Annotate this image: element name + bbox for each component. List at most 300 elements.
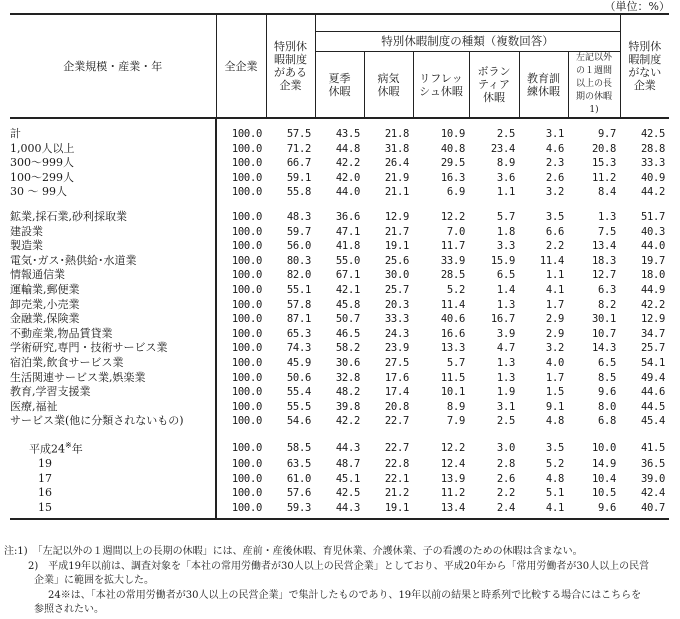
cell-value: 4.1: [545, 283, 564, 296]
cell-value: 30.6: [335, 356, 360, 369]
cell-value: 4.7: [496, 342, 515, 355]
cell-value: 18.3: [591, 254, 617, 267]
cell-value: 48.3: [286, 210, 311, 223]
cell-value: 2.9: [545, 327, 564, 340]
cell-value: 40.6: [440, 313, 465, 326]
cell-value: 17.6: [384, 371, 409, 384]
cell-value: 42.5: [335, 487, 360, 500]
cell-value: 24.3: [384, 327, 409, 340]
cell-value: 3.2: [545, 186, 564, 199]
cell-value: 45.1: [335, 472, 360, 485]
cell-value: 1.1: [496, 186, 515, 199]
cell-value: 55.8: [286, 186, 311, 199]
row-label: 鉱業,採石業,砂利採取業: [10, 210, 216, 225]
cell-value: 49.4: [640, 371, 666, 384]
cell-value: 30.0: [384, 269, 409, 282]
table-row: [10, 298, 669, 313]
row-label: 医療,福祉: [10, 400, 216, 415]
cell-value: 39.8: [335, 400, 360, 413]
cell-value: 8.2: [597, 298, 617, 311]
cell-value: 7.5: [597, 225, 617, 238]
cell-value: 4.8: [545, 472, 564, 485]
table-row: [10, 312, 669, 327]
cell-value: 50.6: [286, 371, 311, 384]
cell-value: 100.0: [231, 327, 262, 340]
cell-value: 3.3: [496, 240, 515, 253]
cell-value: 12.9: [384, 210, 409, 223]
cell-value: 42.5: [640, 128, 666, 140]
cell-value: 26.4: [384, 157, 409, 170]
leave-types-group-header: 特別休暇制度の種類（複数回答）: [315, 32, 620, 52]
cell-value: 7.0: [446, 225, 465, 238]
row-label: 計: [10, 127, 216, 142]
cell-value: 21.7: [384, 225, 409, 238]
cell-value: 9.1: [545, 400, 564, 413]
cell-value: 23.9: [384, 342, 409, 355]
cell-value: 25.7: [384, 283, 409, 296]
cell-value: 6.5: [597, 356, 617, 369]
row-label: 100〜299人: [10, 171, 216, 186]
row-label: 学術研究,専門・技術サービス業: [10, 341, 216, 356]
refresh-leave-header: リフレッ シュ休暇: [413, 52, 469, 119]
cell-value: 66.7: [286, 157, 311, 170]
cell-value: 57.8: [286, 298, 311, 311]
cell-value: 100.0: [231, 171, 262, 184]
table-row: [10, 501, 669, 519]
cell-value: 22.7: [384, 415, 409, 428]
cell-value: 10.1: [440, 386, 465, 399]
cell-value: 13.9: [440, 472, 465, 485]
cell-value: 3.5: [545, 210, 564, 223]
cell-value: 100.0: [231, 298, 262, 311]
cell-value: 87.1: [286, 313, 311, 326]
cell-value: 45.8: [335, 298, 360, 311]
cell-value: 55.4: [286, 386, 311, 399]
cell-value: 100.0: [231, 186, 262, 199]
cell-value: 55.1: [286, 283, 311, 296]
cell-value: 100.0: [231, 240, 262, 253]
cell-value: 16.7: [490, 313, 515, 326]
cell-value: 21.2: [384, 487, 409, 500]
cell-value: 28.5: [440, 269, 465, 282]
cell-value: 12.9: [640, 313, 666, 326]
cell-value: 34.7: [640, 327, 666, 340]
cell-value: 18.0: [640, 269, 666, 282]
cell-value: 3.0: [496, 441, 515, 454]
spacer-row: [10, 200, 669, 210]
cell-value: 20.8: [384, 400, 409, 413]
cell-value: 45.4: [640, 415, 666, 428]
cell-value: 17.4: [384, 386, 409, 399]
cell-value: 48.7: [335, 458, 360, 471]
cell-value: 100.0: [231, 342, 262, 355]
cell-value: 100.0: [216, 501, 266, 519]
table-row: [10, 327, 669, 342]
cell-value: 22.8: [384, 458, 409, 471]
cell-value: 100.0: [231, 356, 262, 369]
row-label: 300〜999人: [10, 156, 216, 171]
table-row: [10, 185, 669, 200]
cell-value: 2.2: [496, 487, 515, 500]
cell-value: 31.8: [384, 142, 409, 155]
row-label: 教育,学習支援業: [10, 385, 216, 400]
note-3: 24※は、「本社の常用労働者が30人以上の民営企業」で集計したものであり、19年以前の結果と時系列で比較する場合にはこちらを: [48, 589, 642, 601]
row-label: 17: [10, 472, 216, 487]
cell-value: 39.0: [640, 472, 666, 485]
cell-value: 59.1: [286, 171, 311, 184]
row-label: 19: [10, 457, 216, 472]
cell-value: 19.1: [384, 240, 409, 253]
cell-value: 100.0: [231, 210, 262, 223]
cell-value: 1.7: [545, 371, 564, 384]
cell-value: 22.1: [384, 472, 409, 485]
cell-value: 16.6: [440, 327, 465, 340]
cell-value: 11.4: [539, 254, 564, 267]
cell-value: 55.0: [335, 254, 360, 267]
cell-value: 5.2: [446, 283, 465, 296]
cell-value: 44.6: [640, 386, 666, 399]
cell-value: 33.9: [440, 254, 465, 267]
spacer-row: [10, 118, 669, 127]
cell-value: 5.7: [496, 210, 515, 223]
cell-value: 40.3: [640, 225, 666, 238]
row-label-header: 企業規模・産業・年: [10, 14, 216, 118]
cell-value: 100.0: [231, 441, 262, 454]
cell-value: 13.4: [591, 240, 617, 253]
cell-value: 10.5: [591, 487, 617, 500]
cell-value: 2.6: [496, 472, 515, 485]
cell-value: 100.0: [231, 157, 262, 170]
cell-value: 2.6: [545, 171, 564, 184]
table-row: [10, 225, 669, 240]
cell-value: 6.9: [446, 186, 465, 199]
cell-value: 5.1: [545, 487, 564, 500]
table-row: [10, 171, 669, 186]
cell-value: 4.6: [545, 142, 564, 155]
cell-value: 2.4: [469, 501, 519, 519]
cell-value: 44.3: [315, 501, 364, 519]
cell-value: 2.3: [545, 157, 564, 170]
cell-value: 63.5: [286, 458, 311, 471]
cell-value: 8.0: [597, 400, 617, 413]
cell-value: 27.5: [384, 356, 409, 369]
cell-value: 82.0: [286, 269, 311, 282]
cell-value: 6.6: [545, 225, 564, 238]
cell-value: 8.9: [496, 157, 515, 170]
cell-value: 41.8: [335, 240, 360, 253]
row-label: 宿泊業,飲食サービス業: [10, 356, 216, 371]
cell-value: 1.3: [496, 298, 515, 311]
note-2-cont: 企業」に範囲を拡大した。: [34, 575, 154, 586]
row-label: 平成24※年: [10, 439, 216, 457]
cell-value: 67.1: [335, 269, 360, 282]
cell-value: 25.7: [640, 342, 666, 355]
table-row: [10, 142, 669, 157]
table-row: [10, 268, 669, 283]
cell-value: 47.1: [335, 225, 360, 238]
table-row: [10, 486, 669, 501]
cell-value: 100.0: [231, 472, 262, 485]
cell-value: 11.2: [591, 171, 617, 184]
table-row: [10, 283, 669, 298]
cell-value: 74.3: [286, 342, 311, 355]
cell-value: 44.0: [640, 240, 666, 253]
row-label: 15: [10, 501, 216, 519]
cell-value: 15.3: [591, 157, 617, 170]
cell-value: 29.5: [440, 157, 465, 170]
cell-value: 100.0: [231, 458, 262, 471]
cell-value: 54.6: [286, 415, 311, 428]
table-row: [10, 356, 669, 371]
cell-value: 42.4: [640, 487, 666, 500]
cell-value: 3.6: [496, 171, 515, 184]
cell-value: 5.7: [446, 356, 465, 369]
cell-value: 3.1: [545, 128, 564, 140]
cell-value: 3.2: [545, 342, 564, 355]
table-row: [10, 371, 669, 386]
cell-value: 19.7: [640, 254, 666, 267]
cell-value: 33.3: [384, 313, 409, 326]
table-body: [10, 118, 669, 519]
cell-value: 100.0: [231, 400, 262, 413]
unit-label: （単位：%）: [604, 0, 670, 13]
cell-value: 21.8: [384, 128, 409, 140]
cell-value: 2.8: [496, 458, 515, 471]
cell-value: 40.9: [640, 171, 666, 184]
cell-value: 36.6: [335, 210, 360, 223]
cell-value: 1.9: [496, 386, 515, 399]
cell-value: 44.3: [335, 441, 360, 454]
cell-value: 46.5: [335, 327, 360, 340]
cell-value: 11.5: [440, 371, 465, 384]
cell-value: 4.0: [545, 356, 564, 369]
cell-value: 12.2: [440, 441, 465, 454]
cell-value: 100.0: [231, 269, 262, 282]
cell-value: 1.3: [496, 371, 515, 384]
cell-value: 65.3: [286, 327, 311, 340]
cell-value: 1.4: [496, 283, 515, 296]
cell-value: 42.2: [335, 157, 360, 170]
cell-value: 40.7: [620, 501, 669, 519]
cell-value: 3.5: [545, 441, 564, 454]
cell-value: 10.4: [591, 472, 617, 485]
footnotes: [4, 545, 676, 618]
cell-value: 22.7: [384, 441, 409, 454]
cell-value: 42.2: [640, 298, 666, 311]
cell-value: 1.5: [545, 386, 564, 399]
cell-value: 9.7: [597, 128, 617, 140]
cell-value: 11.7: [440, 240, 465, 253]
cell-value: 1.3: [597, 210, 617, 223]
cell-value: 44.5: [640, 400, 666, 413]
table-row: [10, 156, 669, 171]
header-spacer: [315, 14, 620, 32]
cell-value: 12.2: [440, 210, 465, 223]
cell-value: 48.2: [335, 386, 360, 399]
cell-value: 71.2: [286, 142, 311, 155]
row-label: 情報通信業: [10, 268, 216, 283]
note-mark: ※: [65, 440, 72, 450]
cell-value: 6.3: [597, 283, 617, 296]
note-3-cont: 参照されたい。: [34, 604, 104, 615]
cell-value: 100.0: [231, 283, 262, 296]
cell-value: 14.9: [591, 458, 617, 471]
cell-value: 55.5: [286, 400, 311, 413]
cell-value: 100.0: [231, 142, 262, 155]
row-label: 不動産業,物品賃貸業: [10, 327, 216, 342]
cell-value: 57.6: [286, 487, 311, 500]
table-row: [10, 385, 669, 400]
table-row: [10, 210, 669, 225]
row-label: 電気･ガス･熱供給･水道業: [10, 254, 216, 269]
cell-value: 36.5: [640, 458, 666, 471]
row-label: 生活関連サービス業,娯楽業: [10, 371, 216, 386]
cell-value: 42.2: [335, 415, 360, 428]
cell-value: 41.5: [640, 441, 666, 454]
cell-value: 20.8: [591, 142, 617, 155]
cell-value: 100.0: [231, 386, 262, 399]
cell-value: 2.9: [545, 313, 564, 326]
sick-leave-header: 病気 休暇: [364, 52, 413, 119]
cell-value: 57.5: [286, 128, 311, 140]
cell-value: 61.0: [286, 472, 311, 485]
cell-value: 3.1: [496, 400, 515, 413]
table-row: [10, 239, 669, 254]
table-row: [10, 457, 669, 472]
note-1: 注:1) 「左記以外の１週間以上の長期の休暇」には、産前・産後休暇、育児休業、介護休業、子の看護のための休暇は含まない。: [4, 546, 583, 557]
footnote-marker: 1): [589, 105, 599, 115]
row-label: サービス業(他に分類されないもの): [10, 414, 216, 429]
cell-value: 43.5: [335, 128, 360, 140]
cell-value: 100.0: [231, 254, 262, 267]
cell-value: 21.9: [384, 171, 409, 184]
cell-value: 4.1: [519, 501, 568, 519]
cell-value: 59.3: [266, 501, 315, 519]
cell-value: 15.9: [490, 254, 515, 267]
table-row: [10, 414, 669, 429]
cell-value: 100.0: [231, 313, 262, 326]
cell-value: 50.7: [335, 313, 360, 326]
cell-value: 13.4: [413, 501, 469, 519]
cell-value: 10.0: [591, 441, 617, 454]
row-label: 運輸業,郵便業: [10, 283, 216, 298]
row-label: 金融業,保険業: [10, 312, 216, 327]
special-leave-table: [10, 13, 669, 520]
cell-value: 21.1: [384, 186, 409, 199]
cell-value: 6.8: [597, 415, 617, 428]
cell-value: 19.1: [364, 501, 413, 519]
cell-value: 40.8: [440, 142, 465, 155]
cell-value: 9.6: [568, 501, 620, 519]
cell-value: 8.9: [446, 400, 465, 413]
cell-value: 45.9: [286, 356, 311, 369]
cell-value: 11.2: [440, 487, 465, 500]
cell-value: 23.4: [490, 142, 515, 155]
education-leave-header: 教育訓 練休暇: [519, 52, 568, 119]
cell-value: 9.6: [597, 386, 617, 399]
table-row: [10, 127, 669, 142]
cell-value: 33.3: [640, 157, 666, 170]
note-2: 2) 平成19年以前は、調査対象を「本社の常用労働者が30人以上の民営企業」としており、平成20年から「常用労働者が30人以上の民営: [28, 560, 650, 572]
cell-value: 100.0: [231, 128, 262, 140]
cell-value: 58.5: [286, 441, 311, 454]
row-label: 製造業: [10, 239, 216, 254]
cell-value: 8.5: [597, 371, 617, 384]
cell-value: 12.4: [440, 458, 465, 471]
cell-value: 6.5: [496, 269, 515, 282]
cell-value: 5.2: [545, 458, 564, 471]
cell-value: 10.9: [440, 128, 465, 140]
row-label: 卸売業,小売業: [10, 298, 216, 313]
spacer-row: [10, 429, 669, 439]
cell-value: 80.3: [286, 254, 311, 267]
cell-value: 44.9: [640, 283, 666, 296]
cell-value: 2.5: [496, 128, 515, 140]
all-companies-header: 全企業: [216, 14, 266, 118]
cell-value: 44.2: [640, 186, 666, 199]
cell-value: 100.0: [231, 415, 262, 428]
cell-value: 8.4: [597, 186, 617, 199]
table-row: [10, 400, 669, 415]
cell-value: 7.9: [446, 415, 465, 428]
cell-value: 4.8: [545, 415, 564, 428]
cell-value: 51.7: [640, 210, 666, 223]
row-label: 30 〜 99人: [10, 185, 216, 200]
summer-leave-header: 夏季 休暇: [315, 52, 364, 119]
row-label: 1,000人以上: [10, 142, 216, 157]
no-system-header: 特別休 暇制度 がない 企業: [620, 14, 669, 118]
cell-value: 10.7: [591, 327, 617, 340]
cell-value: 54.1: [640, 356, 666, 369]
cell-value: 100.0: [231, 371, 262, 384]
cell-value: 59.7: [286, 225, 311, 238]
cell-value: 32.8: [335, 371, 360, 384]
cell-value: 11.4: [440, 298, 465, 311]
row-label: 建設業: [10, 225, 216, 240]
table-row: [10, 439, 669, 457]
cell-value: 100.0: [231, 487, 262, 500]
cell-value: 30.1: [591, 313, 617, 326]
cell-value: 58.2: [335, 342, 360, 355]
cell-value: 1.8: [496, 225, 515, 238]
cell-value: 44.0: [335, 186, 360, 199]
table-row: [10, 341, 669, 356]
cell-value: 2.2: [545, 240, 564, 253]
volunteer-leave-header: ボラン ティア 休暇: [469, 52, 519, 119]
cell-value: 13.3: [440, 342, 465, 355]
cell-value: 12.7: [591, 269, 617, 282]
has-system-header: 特別休 暇制度 がある 企業: [266, 14, 315, 118]
cell-value: 42.0: [335, 171, 360, 184]
cell-value: 28.8: [640, 142, 666, 155]
cell-value: 20.3: [384, 298, 409, 311]
cell-value: 1.3: [496, 356, 515, 369]
table-row: [10, 472, 669, 487]
cell-value: 3.9: [496, 327, 515, 340]
cell-value: 1.7: [545, 298, 564, 311]
cell-value: 2.5: [496, 415, 515, 428]
cell-value: 1.1: [545, 269, 564, 282]
cell-value: 42.1: [335, 283, 360, 296]
cell-value: 25.6: [384, 254, 409, 267]
table-row: [10, 254, 669, 269]
cell-value: 100.0: [231, 225, 262, 238]
long-term-leave-header: 左記以外 の１週間 以上の長 期の休暇 1): [568, 52, 620, 119]
row-label: 16: [10, 486, 216, 501]
cell-value: 44.8: [335, 142, 360, 155]
cell-value: 16.3: [440, 171, 465, 184]
cell-value: 14.3: [591, 342, 617, 355]
